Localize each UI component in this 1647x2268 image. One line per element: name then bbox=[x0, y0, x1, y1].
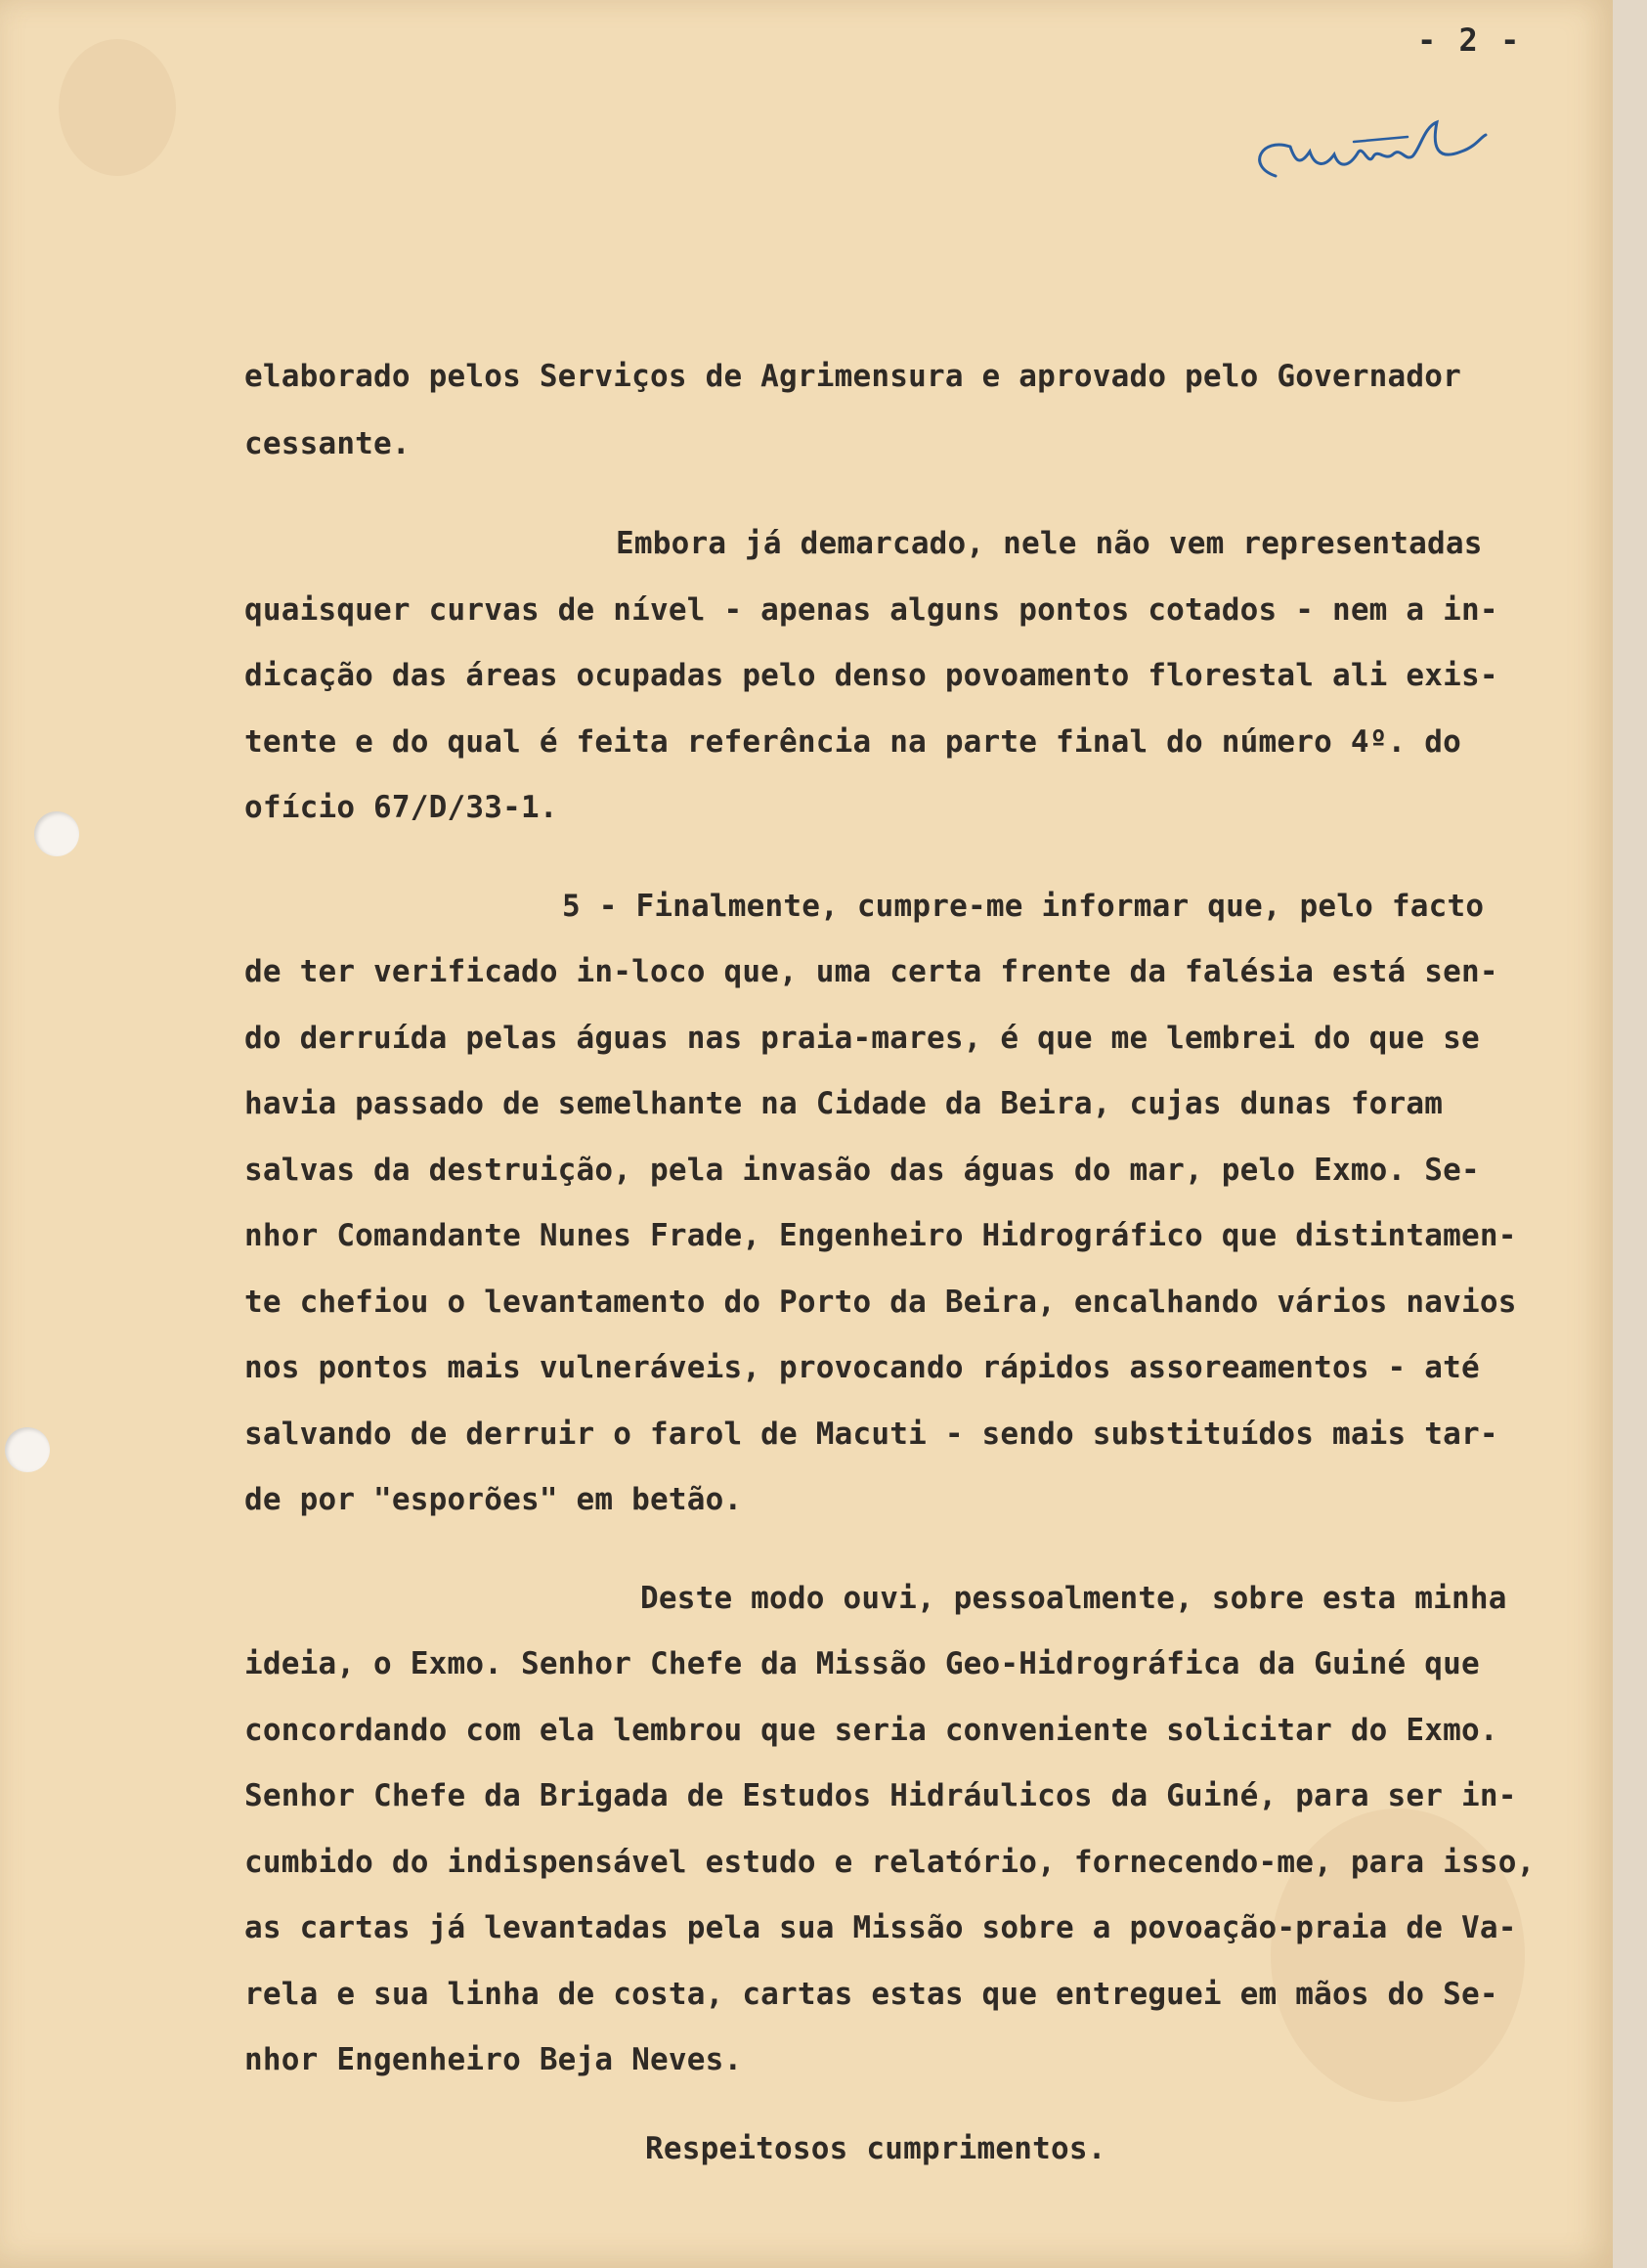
text-line: te chefiou o levantamento do Porto da Beira, encalhando vários navios bbox=[244, 1285, 1517, 1320]
text-line: elaborado pelos Serviços de Agrimensura e aprovado pelo Governador bbox=[244, 359, 1461, 394]
text-line: havia passado de semelhante na Cidade da Beira, cujas dunas foram bbox=[244, 1086, 1444, 1121]
text-line: nhor Comandante Nunes Frade, Engenheiro Hidrográfico que distintamen- bbox=[244, 1218, 1517, 1253]
text-line: as cartas já levantadas pela sua Missão sobre a povoação-praia de Va- bbox=[244, 1910, 1517, 1945]
handwritten-signature bbox=[1236, 108, 1500, 215]
text-line: de por "esporões" em betão. bbox=[244, 1482, 743, 1517]
text-line: dicação das áreas ocupadas pelo denso povoamento florestal ali exis- bbox=[244, 658, 1498, 693]
text-line: cessante. bbox=[244, 426, 411, 461]
text-line: ofício 67/D/33-1. bbox=[244, 790, 558, 825]
paragraph-start: 5 - Finalmente, cumpre-me informar que, pelo facto bbox=[562, 889, 1485, 924]
text-line: ideia, o Exmo. Senhor Chefe da Missão Geo-Hidrográfica da Guiné que bbox=[244, 1646, 1480, 1681]
text-line: salvando de derruir o farol de Macuti - sendo substituídos mais tar- bbox=[244, 1417, 1498, 1452]
text-line: cumbido do indispensável estudo e relatório, fornecendo-me, para isso, bbox=[244, 1845, 1536, 1880]
text-line: de ter verificado in-loco que, uma certa frente da falésia está sen- bbox=[244, 954, 1498, 989]
text-line: nos pontos mais vulneráveis, provocando rápidos assoreamentos - até bbox=[244, 1350, 1480, 1385]
text-line: do derruída pelas águas nas praia-mares, é que me lembrei do que se bbox=[244, 1021, 1480, 1056]
text-line: salvas da destruição, pela invasão das águas do mar, pelo Exmo. Se- bbox=[244, 1153, 1480, 1188]
text-line: concordando com ela lembrou que seria conveniente solicitar do Exmo. bbox=[244, 1713, 1498, 1748]
text-line: rela e sua linha de costa, cartas estas que entreguei em mãos do Se- bbox=[244, 1977, 1498, 2012]
punch-hole bbox=[34, 811, 79, 856]
text-line: quaisquer curvas de nível - apenas alguns pontos cotados - nem a in- bbox=[244, 592, 1498, 628]
text-line: Senhor Chefe da Brigada de Estudos Hidráulicos da Guiné, para ser in- bbox=[244, 1778, 1517, 1813]
paragraph-start: Deste modo ouvi, pessoalmente, sobre esta minha bbox=[640, 1581, 1507, 1616]
page-number: - 2 - bbox=[1417, 22, 1522, 59]
text-line: nhor Engenheiro Beja Neves. bbox=[244, 2042, 743, 2077]
page-edge bbox=[1613, 0, 1647, 2268]
text-line: tente e do qual é feita referência na parte final do número 4º. do bbox=[244, 724, 1461, 760]
paragraph-start: Embora já demarcado, nele não vem representadas bbox=[616, 526, 1483, 561]
punch-hole bbox=[5, 1427, 50, 1472]
paper-stain bbox=[59, 39, 176, 176]
closing-salutation: Respeitosos cumprimentos. bbox=[645, 2131, 1106, 2166]
